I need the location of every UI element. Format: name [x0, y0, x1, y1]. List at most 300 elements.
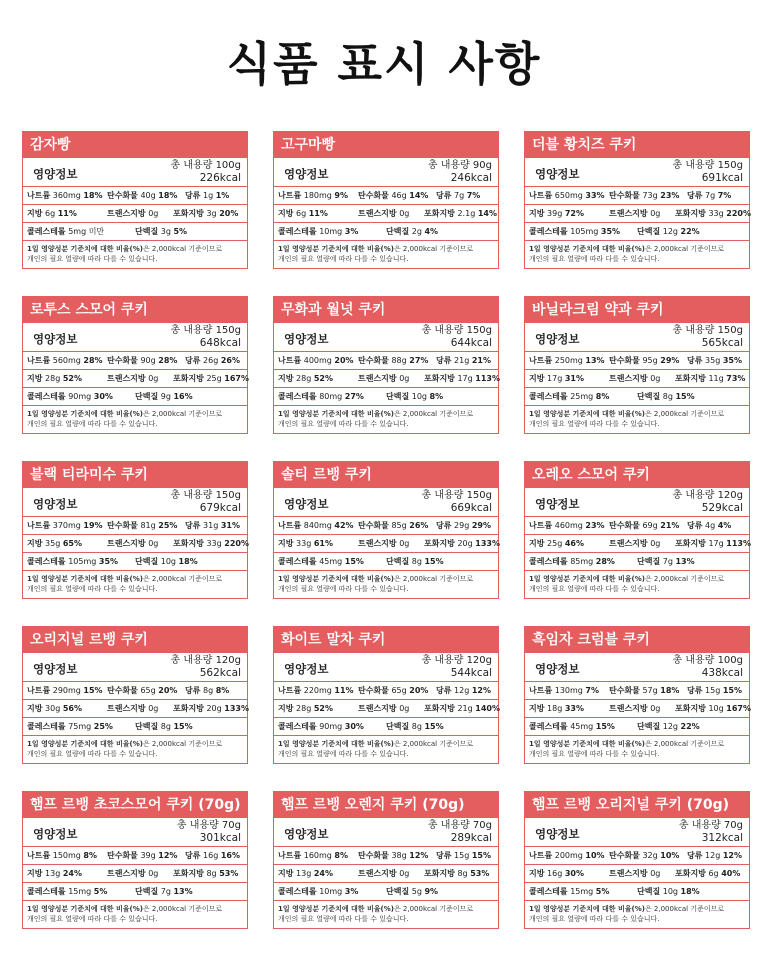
nutrition-header [525, 818, 749, 847]
carb-value: 88g [391, 356, 407, 365]
chol-label: 콜레스테롤 [529, 227, 568, 236]
nutrient-sat [173, 370, 249, 387]
chol-value: 105mg [68, 557, 97, 566]
nutrient-row [525, 205, 749, 223]
nutrient-carb [609, 517, 679, 534]
sugar-value: 31g [203, 521, 219, 530]
nutrient-row [274, 388, 498, 406]
total-label: 총 내용량 [421, 655, 464, 666]
nutrient-trans [609, 370, 660, 387]
nutrient-fat [27, 205, 77, 222]
nutrient-sugar [185, 682, 229, 699]
product-name: 블랙 티라미수 쿠키 [23, 462, 247, 488]
nutrition-info-label: 영양정보 [33, 662, 78, 676]
sodium-percent: 13% [585, 356, 605, 365]
total-amount [428, 160, 492, 185]
trans-value: 0g [148, 869, 159, 878]
daily-value-note [525, 241, 749, 264]
total-label: 총 내용량 [170, 325, 213, 336]
sugar-percent: 29% [471, 521, 491, 530]
sodium-label: 나트륨 [278, 356, 302, 365]
protein-value: 3g [160, 227, 171, 236]
nutrition-card [273, 791, 499, 929]
product-name: 오리지널 르뱅 쿠키 [23, 627, 247, 653]
nutrient-trans [358, 205, 409, 222]
nutrition-header [274, 158, 498, 187]
sat-percent: 220% [726, 209, 751, 218]
nutrient-protein [386, 388, 443, 405]
nutrient-chol [27, 718, 113, 735]
trans-label: 트랜스지방 [107, 374, 146, 383]
nutrient-fat [278, 370, 333, 387]
carb-value: 57g [642, 686, 658, 695]
note-bold: 1일 영양성분 기준치에 대한 비율(%) [278, 245, 394, 253]
fat-label: 지방 [27, 209, 43, 218]
nutrient-sodium [529, 352, 605, 369]
carb-value: 90g [140, 356, 156, 365]
protein-value: 10g [160, 557, 176, 566]
trans-value: 0g [650, 704, 661, 713]
nutrient-chol [27, 553, 118, 570]
fat-label: 지방 [27, 374, 43, 383]
nutrient-row [274, 352, 498, 370]
total-label: 총 내용량 [672, 160, 715, 171]
nutrient-fat [529, 535, 584, 552]
total-value: 150g [466, 325, 492, 336]
nutrient-sat [675, 700, 751, 717]
sodium-percent: 28% [83, 356, 103, 365]
total-label: 총 내용량 [421, 490, 464, 501]
sodium-value: 370mg [52, 521, 81, 530]
nutrient-row [23, 187, 247, 205]
chol-label: 콜레스테롤 [278, 227, 317, 236]
note-bold: 1일 영양성분 기준치에 대한 비율(%) [278, 410, 394, 418]
sugar-value: 8g [203, 686, 214, 695]
product-name: 더블 황치즈 쿠키 [525, 132, 749, 158]
fat-value: 13g [45, 869, 61, 878]
nutrient-row [525, 883, 749, 901]
chol-value: 15mg [570, 887, 594, 896]
carb-value: 38g [391, 851, 407, 860]
protein-value: 9g [160, 392, 171, 401]
protein-label: 단백질 [386, 722, 410, 731]
carb-percent: 27% [409, 356, 429, 365]
note-bold: 1일 영양성분 기준치에 대한 비율(%) [278, 740, 394, 748]
total-amount [171, 160, 241, 185]
nutrient-row [23, 883, 247, 901]
nutrient-row [274, 517, 498, 535]
chol-label: 콜레스테롤 [529, 392, 568, 401]
chol-percent: 25% [93, 722, 113, 731]
total-value: 100g [215, 160, 241, 171]
sodium-percent: 42% [334, 521, 354, 530]
total-amount [428, 820, 492, 845]
carb-value: 40g [140, 191, 156, 200]
carb-percent: 28% [158, 356, 178, 365]
note-rest: 은 2,000kcal 기준이므로 [142, 575, 223, 583]
carb-percent: 25% [158, 521, 178, 530]
nutrition-header [23, 488, 247, 517]
chol-label: 콜레스테롤 [278, 722, 317, 731]
note-line2: 개인의 필요 열량에 따라 다를 수 있습니다. [529, 585, 660, 593]
sugar-value: 29g [454, 521, 470, 530]
sugar-label: 당류 [185, 356, 201, 365]
chol-label: 콜레스테롤 [27, 887, 66, 896]
sodium-percent: 8% [83, 851, 98, 860]
nutrition-header [23, 158, 247, 187]
nutrient-chol [278, 718, 364, 735]
note-line2: 개인의 필요 열량에 따라 다를 수 있습니다. [529, 255, 660, 263]
nutrition-card [524, 296, 750, 434]
sodium-value: 650mg [554, 191, 583, 200]
nutrition-info-label: 영양정보 [33, 827, 78, 841]
trans-value: 0g [148, 374, 159, 383]
sugar-percent: 15% [722, 686, 742, 695]
total-amount [422, 490, 492, 515]
note-line2: 개인의 필요 열량에 따라 다를 수 있습니다. [278, 585, 409, 593]
sodium-percent: 8% [334, 851, 349, 860]
carb-label: 탄수화물 [358, 521, 389, 530]
sat-percent: 113% [475, 374, 500, 383]
sat-value: 17g [708, 539, 724, 548]
nutrition-info-label: 영양정보 [284, 167, 329, 181]
sodium-label: 나트륨 [278, 191, 302, 200]
chol-value: 75mg [68, 722, 92, 731]
protein-label: 단백질 [637, 722, 661, 731]
carb-value: 39g [140, 851, 156, 860]
carb-label: 탄수화물 [609, 191, 640, 200]
nutrient-trans [358, 865, 409, 882]
sat-percent: 14% [477, 209, 497, 218]
product-name: 화이트 말차 쿠키 [274, 627, 498, 653]
protein-value: 12g [662, 227, 678, 236]
sat-value: 6g [708, 869, 719, 878]
nutrition-card [22, 626, 248, 764]
sodium-percent: 18% [83, 191, 103, 200]
chol-percent: 3% [344, 227, 359, 236]
nutrient-row [525, 682, 749, 700]
nutrient-sat [424, 370, 500, 387]
chol-label: 콜레스테롤 [27, 557, 66, 566]
sugar-value: 26g [203, 356, 219, 365]
nutrition-card [22, 791, 248, 929]
sat-percent: 20% [219, 209, 239, 218]
nutrient-row [274, 718, 498, 736]
nutrient-sugar [436, 517, 491, 534]
sugar-value: 1g [203, 191, 214, 200]
calories: 312kcal [701, 832, 743, 844]
carb-value: 85g [391, 521, 407, 530]
total-value: 120g [466, 655, 492, 666]
nutrient-row [525, 553, 749, 571]
trans-label: 트랜스지방 [609, 539, 648, 548]
sodium-label: 나트륨 [27, 851, 51, 860]
note-line2: 개인의 필요 열량에 따라 다를 수 있습니다. [278, 420, 409, 428]
nutrition-card [273, 461, 499, 599]
nutrient-sat [424, 535, 500, 552]
trans-value: 0g [650, 374, 661, 383]
nutrition-card [273, 296, 499, 434]
fat-label: 지방 [278, 374, 294, 383]
note-bold: 1일 영양성분 기준치에 대한 비율(%) [529, 245, 645, 253]
total-label: 총 내용량 [427, 160, 470, 171]
nutrient-fat [529, 700, 584, 717]
nutrient-sodium [27, 682, 103, 699]
nutrient-carb [358, 187, 428, 204]
fat-label: 지방 [27, 704, 43, 713]
daily-value-note [274, 241, 498, 264]
note-rest: 은 2,000kcal 기준이므로 [393, 740, 474, 748]
sat-label: 포화지방 [424, 869, 455, 878]
sat-value: 21g [457, 704, 473, 713]
protein-percent: 15% [675, 392, 695, 401]
sodium-label: 나트륨 [27, 521, 51, 530]
nutrition-header [23, 818, 247, 847]
protein-percent: 5% [173, 227, 188, 236]
sugar-percent: 21% [471, 356, 491, 365]
note-line2: 개인의 필요 열량에 따라 다를 수 있습니다. [529, 750, 660, 758]
protein-label: 단백질 [135, 392, 159, 401]
nutrient-sat [675, 865, 740, 882]
daily-value-note [525, 901, 749, 924]
nutrient-chol [278, 388, 364, 405]
calories: 544kcal [450, 667, 492, 679]
sat-value: 33g [206, 539, 222, 548]
carb-percent: 20% [158, 686, 178, 695]
sodium-value: 250mg [554, 356, 583, 365]
product-name: 오레오 스모어 쿠키 [525, 462, 749, 488]
note-bold: 1일 영양성분 기준치에 대한 비율(%) [529, 410, 645, 418]
total-value: 70g [472, 820, 492, 831]
chol-percent: 15% [595, 722, 615, 731]
trans-label: 트랜스지방 [107, 209, 146, 218]
nutrient-fat [27, 865, 82, 882]
trans-value: 0g [399, 539, 410, 548]
fat-label: 지방 [278, 704, 294, 713]
trans-label: 트랜스지방 [609, 704, 648, 713]
sugar-label: 당류 [436, 851, 452, 860]
sugar-label: 당류 [687, 851, 703, 860]
protein-label: 단백질 [637, 392, 661, 401]
carb-label: 탄수화물 [107, 521, 138, 530]
sodium-label: 나트륨 [27, 356, 51, 365]
nutrient-chol [529, 553, 615, 570]
sat-label: 포화지방 [675, 539, 706, 548]
chol-label: 콜레스테롤 [529, 557, 568, 566]
fat-percent: 72% [564, 209, 584, 218]
calories: 565kcal [701, 337, 743, 349]
protein-value: 7g [662, 557, 673, 566]
nutrient-fat [529, 865, 584, 882]
trans-label: 트랜스지방 [609, 374, 648, 383]
protein-value: 8g [662, 392, 673, 401]
carb-label: 탄수화물 [609, 686, 640, 695]
sodium-value: 220mg [303, 686, 332, 695]
fat-value: 6g [45, 209, 56, 218]
sugar-value: 21g [454, 356, 470, 365]
chol-percent: 5% [93, 887, 108, 896]
sugar-label: 당류 [687, 521, 703, 530]
nutrient-sugar [687, 352, 742, 369]
product-name: 흑임자 크럼블 쿠키 [525, 627, 749, 653]
chol-percent: 30% [344, 722, 364, 731]
carb-label: 탄수화물 [609, 521, 640, 530]
calories: 679kcal [199, 502, 241, 514]
fat-label: 지방 [529, 869, 545, 878]
fat-value: 25g [547, 539, 563, 548]
fat-value: 6g [296, 209, 307, 218]
note-bold: 1일 영양성분 기준치에 대한 비율(%) [27, 905, 143, 913]
note-line2: 개인의 필요 열량에 따라 다를 수 있습니다. [27, 585, 158, 593]
product-name: 햄프 르뱅 초코스모어 쿠키 (70g) [23, 792, 247, 818]
protein-label: 단백질 [637, 227, 661, 236]
nutrient-sat [173, 535, 249, 552]
chol-label: 콜레스테롤 [27, 722, 66, 731]
fat-value: 13g [296, 869, 312, 878]
nutrient-sodium [278, 847, 348, 864]
sat-value: 17g [457, 374, 473, 383]
trans-value: 0g [399, 374, 410, 383]
total-value: 120g [215, 655, 241, 666]
chol-percent: 15% [344, 557, 364, 566]
calories: 226kcal [199, 172, 241, 184]
nutrient-row [525, 535, 749, 553]
nutrition-card [22, 131, 248, 269]
note-rest: 은 2,000kcal 기준이므로 [142, 905, 223, 913]
protein-percent: 15% [173, 722, 193, 731]
nutrient-row [274, 865, 498, 883]
protein-percent: 4% [424, 227, 439, 236]
carb-label: 탄수화물 [609, 851, 640, 860]
sodium-value: 130mg [554, 686, 583, 695]
trans-label: 트랜스지방 [107, 704, 146, 713]
fat-label: 지방 [27, 869, 43, 878]
fat-percent: 33% [564, 704, 584, 713]
note-line2: 개인의 필요 열량에 따라 다를 수 있습니다. [529, 915, 660, 923]
total-value: 70g [723, 820, 743, 831]
trans-value: 0g [148, 539, 159, 548]
sugar-value: 15g [454, 851, 470, 860]
total-label: 총 내용량 [421, 325, 464, 336]
sat-label: 포화지방 [173, 704, 204, 713]
total-value: 100g [717, 655, 743, 666]
carb-percent: 26% [409, 521, 429, 530]
chol-value: 45mg [319, 557, 343, 566]
trans-label: 트랜스지방 [107, 869, 146, 878]
nutrient-sugar [185, 847, 240, 864]
nutrient-chol [27, 223, 104, 240]
fat-value: 17g [547, 374, 563, 383]
trans-label: 트랜스지방 [609, 869, 648, 878]
protein-label: 단백질 [135, 557, 159, 566]
nutrient-sugar [687, 682, 742, 699]
nutrient-sodium [529, 517, 605, 534]
note-bold: 1일 영양성분 기준치에 대한 비율(%) [529, 905, 645, 913]
sugar-label: 당류 [436, 686, 452, 695]
nutrition-header [525, 488, 749, 517]
nutrient-sat [173, 700, 249, 717]
nutrient-carb [107, 847, 177, 864]
sugar-percent: 1% [215, 191, 230, 200]
total-amount [673, 325, 743, 350]
carb-value: 69g [642, 521, 658, 530]
calories: 648kcal [199, 337, 241, 349]
sat-label: 포화지방 [675, 869, 706, 878]
carb-label: 탄수화물 [358, 191, 389, 200]
note-rest: 은 2,000kcal 기준이므로 [142, 410, 223, 418]
sodium-label: 나트륨 [529, 191, 553, 200]
sat-percent: 167% [224, 374, 249, 383]
calories: 562kcal [199, 667, 241, 679]
carb-percent: 12% [409, 851, 429, 860]
note-line2: 개인의 필요 열량에 따라 다를 수 있습니다. [278, 750, 409, 758]
nutrient-fat [27, 535, 82, 552]
chol-value: 5mg 미만 [68, 227, 105, 236]
sodium-label: 나트륨 [27, 686, 51, 695]
nutrient-fat [529, 370, 584, 387]
trans-value: 0g [399, 209, 410, 218]
sodium-percent: 10% [585, 851, 605, 860]
daily-value-note [23, 571, 247, 594]
protein-value: 8g [411, 722, 422, 731]
note-rest: 은 2,000kcal 기준이므로 [142, 245, 223, 253]
nutrient-protein [637, 883, 700, 900]
nutrient-trans [107, 370, 158, 387]
nutrient-row [274, 370, 498, 388]
total-amount [673, 490, 743, 515]
nutrition-header [274, 653, 498, 682]
sat-label: 포화지방 [675, 209, 706, 218]
nutrient-fat [278, 865, 333, 882]
nutrient-protein [386, 223, 438, 240]
nutrient-row [23, 553, 247, 571]
total-value: 150g [215, 490, 241, 501]
nutrient-trans [358, 370, 409, 387]
nutrient-row [274, 883, 498, 901]
nutrient-sugar [436, 847, 491, 864]
fat-percent: 65% [62, 539, 82, 548]
chol-value: 105mg [570, 227, 599, 236]
nutrient-sugar [185, 517, 240, 534]
nutrition-info-label: 영양정보 [535, 332, 580, 346]
nutrient-protein [637, 553, 695, 570]
product-name: 로투스 스모어 쿠키 [23, 297, 247, 323]
nutrient-chol [529, 718, 615, 735]
nutrition-info-label: 영양정보 [33, 332, 78, 346]
note-line2: 개인의 필요 열량에 따라 다를 수 있습니다. [27, 420, 158, 428]
sat-percent: 220% [224, 539, 249, 548]
nutrient-sodium [278, 682, 354, 699]
fat-value: 30g [45, 704, 61, 713]
nutrient-carb [358, 517, 428, 534]
fat-label: 지방 [278, 869, 294, 878]
note-rest: 은 2,000kcal 기준이므로 [393, 575, 474, 583]
carb-percent: 14% [409, 191, 429, 200]
carb-value: 46g [391, 191, 407, 200]
note-bold: 1일 영양성분 기준치에 대한 비율(%) [529, 740, 645, 748]
sugar-value: 35g [705, 356, 721, 365]
fat-value: 35g [45, 539, 61, 548]
nutrient-chol [27, 883, 107, 900]
daily-value-note [23, 901, 247, 924]
nutrition-info-label: 영양정보 [535, 827, 580, 841]
note-bold: 1일 영양성분 기준치에 대한 비율(%) [529, 575, 645, 583]
nutrient-chol [529, 388, 609, 405]
fat-percent: 52% [313, 704, 333, 713]
sugar-percent: 15% [471, 851, 491, 860]
nutrient-carb [107, 682, 177, 699]
sugar-percent: 16% [220, 851, 240, 860]
